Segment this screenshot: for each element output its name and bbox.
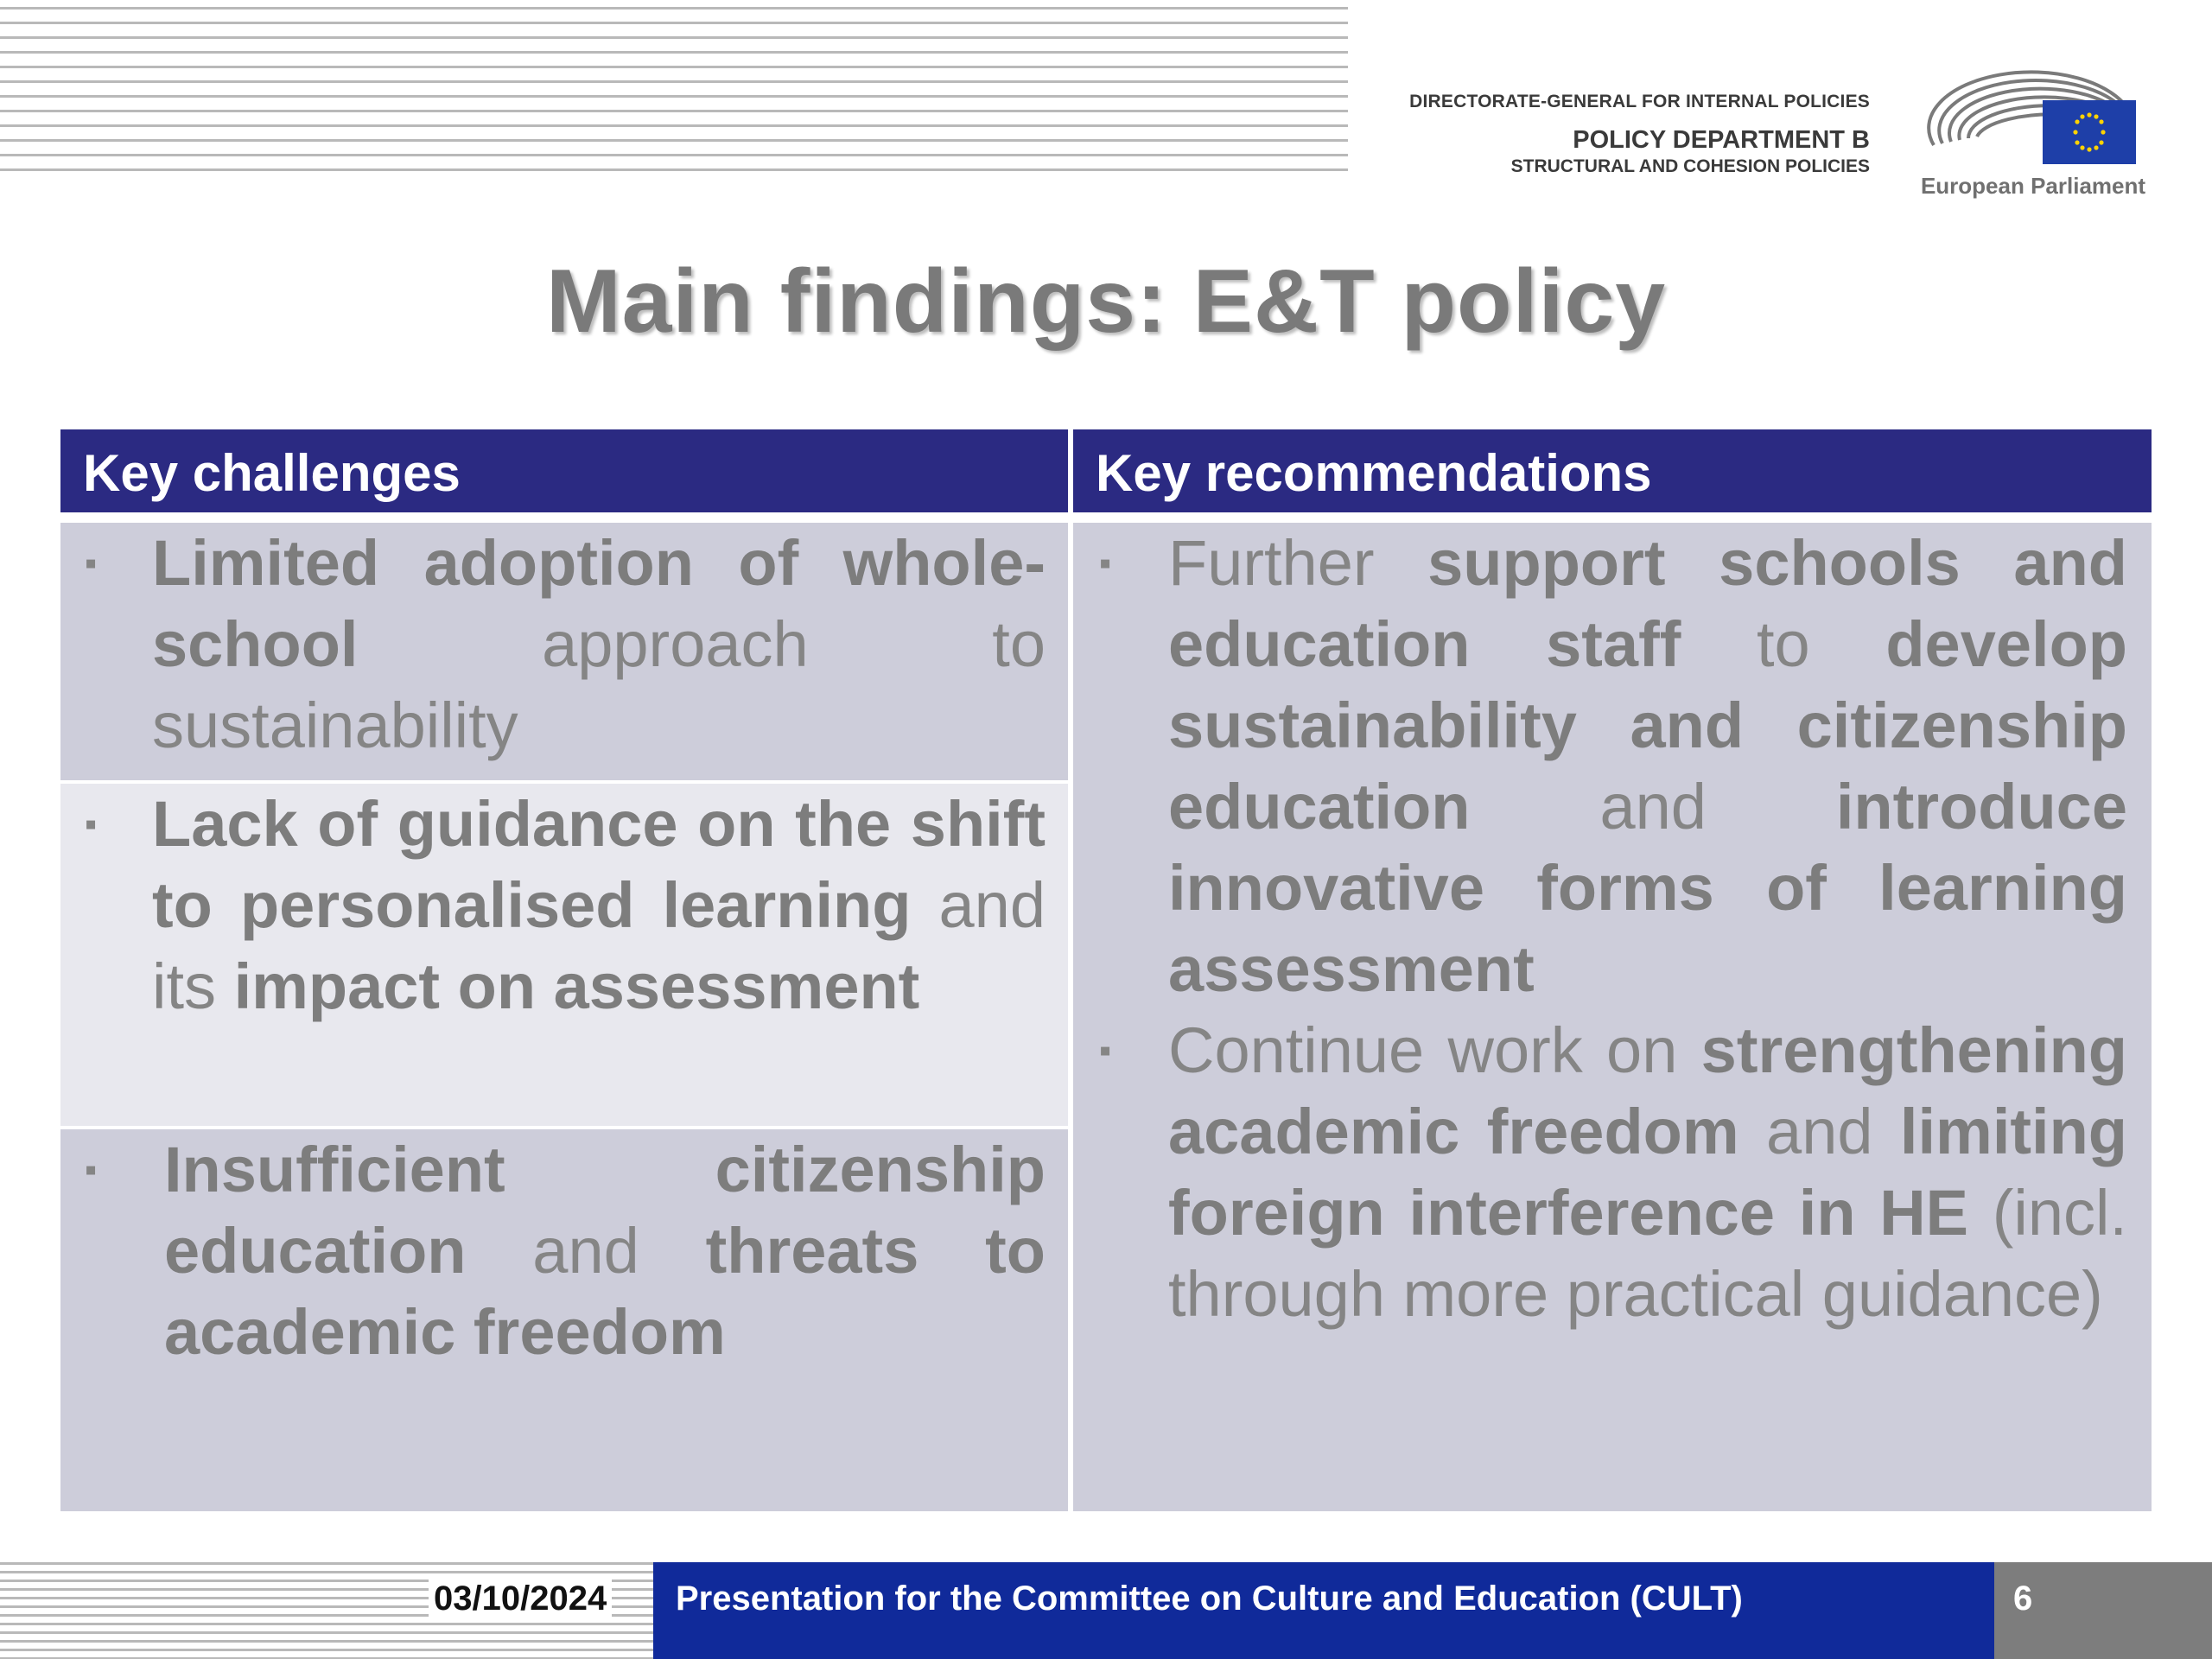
key-recommendations-header: Key recommendations <box>1073 429 2152 512</box>
plain-text: Further <box>1168 527 1428 599</box>
emphasis-text: introduce innovative forms of learning assessment <box>1168 771 2127 1005</box>
square-bullet-icon: ▪ <box>85 805 98 843</box>
plain-text: and <box>1470 771 1836 842</box>
emphasis-text: support schools and education staff <box>1168 527 2127 680</box>
challenge-item <box>85 784 1046 1027</box>
footer <box>0 1562 2212 1659</box>
findings-table <box>60 429 2152 1511</box>
plain-text: and its <box>152 869 1046 1022</box>
directorate-block <box>1409 92 1870 177</box>
policy-department-label: POLICY DEPARTMENT B <box>1573 126 1870 154</box>
challenge-cell <box>60 784 1068 1126</box>
emphasis-text: strengthening academic freedom <box>1168 1014 2127 1167</box>
slide-title: Main findings: E&T policy <box>545 251 1667 352</box>
square-bullet-icon: ▪ <box>85 1151 98 1189</box>
plain-text: and <box>466 1215 706 1287</box>
directorate-general-label: DIRECTORATE-GENERAL FOR INTERNAL POLICIES <box>1409 92 1870 111</box>
square-bullet-icon: ▪ <box>1099 1032 1112 1070</box>
recommendation-text <box>1099 523 2127 1010</box>
page-number: 6 <box>2013 1580 2033 1618</box>
recommendation-text <box>1099 1010 2127 1335</box>
header-stripes-decoration <box>0 7 1348 183</box>
challenge-text <box>85 784 1046 1027</box>
presentation-caption: Presentation for the Committee on Culture and Education (CULT) <box>676 1580 1743 1618</box>
key-challenges-header: Key challenges <box>60 429 1068 512</box>
footer-bar <box>653 1562 1994 1659</box>
emphasis-text: develop sustainability and citizenship education <box>1168 608 2127 842</box>
emphasis-text: limiting foreign interference in HE <box>1168 1096 2127 1249</box>
challenge-text <box>85 523 1046 766</box>
emphasis-text: impact on assessment <box>233 950 920 1022</box>
square-bullet-icon: ▪ <box>1099 544 1112 582</box>
plain-text: and <box>1738 1096 1900 1167</box>
square-bullet-icon: ▪ <box>85 544 98 582</box>
challenge-text <box>85 1129 1046 1373</box>
plain-text: approach to sustainability <box>152 608 1046 761</box>
european-parliament-wordmark: European Parliament <box>1920 173 2146 199</box>
challenge-item <box>85 523 1046 766</box>
emphasis-text: Insufficient citizenship education <box>164 1134 1046 1287</box>
plain-text: to <box>1681 608 1886 680</box>
emphasis-text: threats to academic freedom <box>164 1215 1046 1368</box>
recommendations-cell <box>1073 523 2152 1511</box>
recommendation-item <box>1099 523 2127 1010</box>
page-number-box <box>1994 1562 2212 1659</box>
footer-date: 03/10/2024 <box>429 1580 612 1618</box>
emphasis-text: Lack of guidance on the shift to personalised learning <box>152 788 1046 941</box>
challenge-cell <box>60 1129 1068 1511</box>
recommendation-item <box>1099 1010 2127 1335</box>
emphasis-text: Limited adoption of whole-school <box>152 527 1046 680</box>
structural-cohesion-label: STRUCTURAL AND COHESION POLICIES <box>1510 156 1870 176</box>
plain-text: (incl. through more practical guidance) <box>1168 1177 2127 1330</box>
challenge-item <box>85 1129 1046 1373</box>
plain-text: Continue work on <box>1168 1014 1701 1086</box>
eu-flag-icon <box>2043 100 2136 164</box>
challenge-cell <box>60 523 1068 780</box>
